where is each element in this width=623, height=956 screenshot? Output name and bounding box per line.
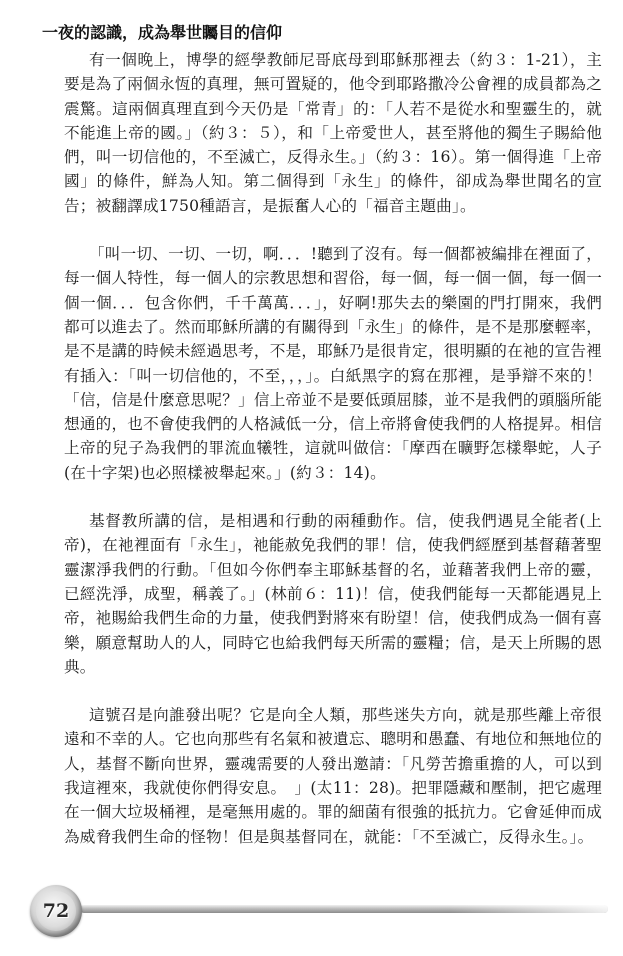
- section-heading: 一夜的認識，成為舉世矚目的信仰: [42, 23, 283, 42]
- page-number: 72: [42, 900, 70, 922]
- page-footer: [30, 885, 610, 937]
- paragraph-1: 有一個晚上，博學的經學教師尼哥底母到耶穌那裡去（約３：1-21），主要是為了兩個永恆的真理，無可置疑的，他令到耶路撒冷公會裡的成員都為之震驚。這兩個真理直到今天仍是「常青」的：「人若不是從水和聖靈生的，就不能進上帝的國。」（約３：５），和「上帝愛世人，甚至將他的獨生子賜給他們，叫一切信他的，不至滅亡，反得永生。」（約３：16）。第一個得進「上帝國」的條件，鮮為人知。第二個得到「永生」的條件，卻成為舉世聞名的宣告；被翻譯成1750種語言，是振奮人心的「福音主題曲」。: [64, 51, 602, 215]
- paragraph-3: 基督教所講的信，是相遇和行動的兩種動作。信，使我們遇見全能者(上帝)，在祂裡面有「永生」，祂能赦免我們的罪！信，使我們經歷到基督藉著聖靈潔淨我們的行動。「但如今你們奉主耶穌基督的名，並藉著我們上帝的靈，已經洗淨，成聖，稱義了。」(林前６：11)！信，使我們能每一天都能遇見上帝，祂賜給我們生命的力量，使我們對將來有盼望！信，使我們成為一個有喜樂，願意幫助人的人，同時它也給我們每天所需的靈糧；信，是天上所賜的恩典。: [64, 512, 602, 676]
- footer-rule-fade: [80, 905, 608, 913]
- paragraph-4: 這號召是向誰發出呢？它是向全人類，那些迷失方向，就是那些離上帝很遠和不幸的人。它也向那些有名氣和被遺忘、聰明和愚蠢、有地位和無地位的人，基督不斷向世界，靈魂需要的人發出邀請：「凡勞苦擔重擔的人，可以到我這裡來，我就使你們得安息。 」(太11：28)。把罪隱藏和壓制，把它處理在一個大垃圾桶裡，是毫無用處的。罪的細菌有很強的抵抗力。它會延伸而成為威脅我們生命的怪物！但是與基督同在，就能：「不至滅亡，反得永生。」。: [64, 706, 602, 846]
- page-number-badge: [30, 885, 82, 937]
- body-text: [64, 48, 602, 849]
- paragraph-2: 「叫一切、一切、一切，啊．．．!聽到了沒有。每一個都被編排在裡面了，每一個人特性，每一個人的宗教思想和習俗，每一個，每一個一個，每一個一個一個．．．包含你們，千千萬萬．．．」，好啊!那失去的樂園的門打開來，我們都可以進去了。然而耶穌所講的有關得到「永生」的條件，是不是那麼輕率，是不是講的時候未經過思考，不是，耶穌乃是很肯定，很明顯的在祂的宣告裡有插入：「叫一切信他的，不至，，，」。白紙黑字的寫在那裡，是爭辯不來的！「信，信是什麼意思呢？」信上帝並不是要低頭屈膝，並不是我們的頭腦所能想通的，也不會使我們的人格減低一分，信上帝將會使我們的人格提昇。相信上帝的兒子為我們的罪流血犧牲，這就叫做信：「摩西在曠野怎樣舉蛇，人子(在十字架)也必照樣被舉起來。」(約３：14)。: [64, 245, 602, 482]
